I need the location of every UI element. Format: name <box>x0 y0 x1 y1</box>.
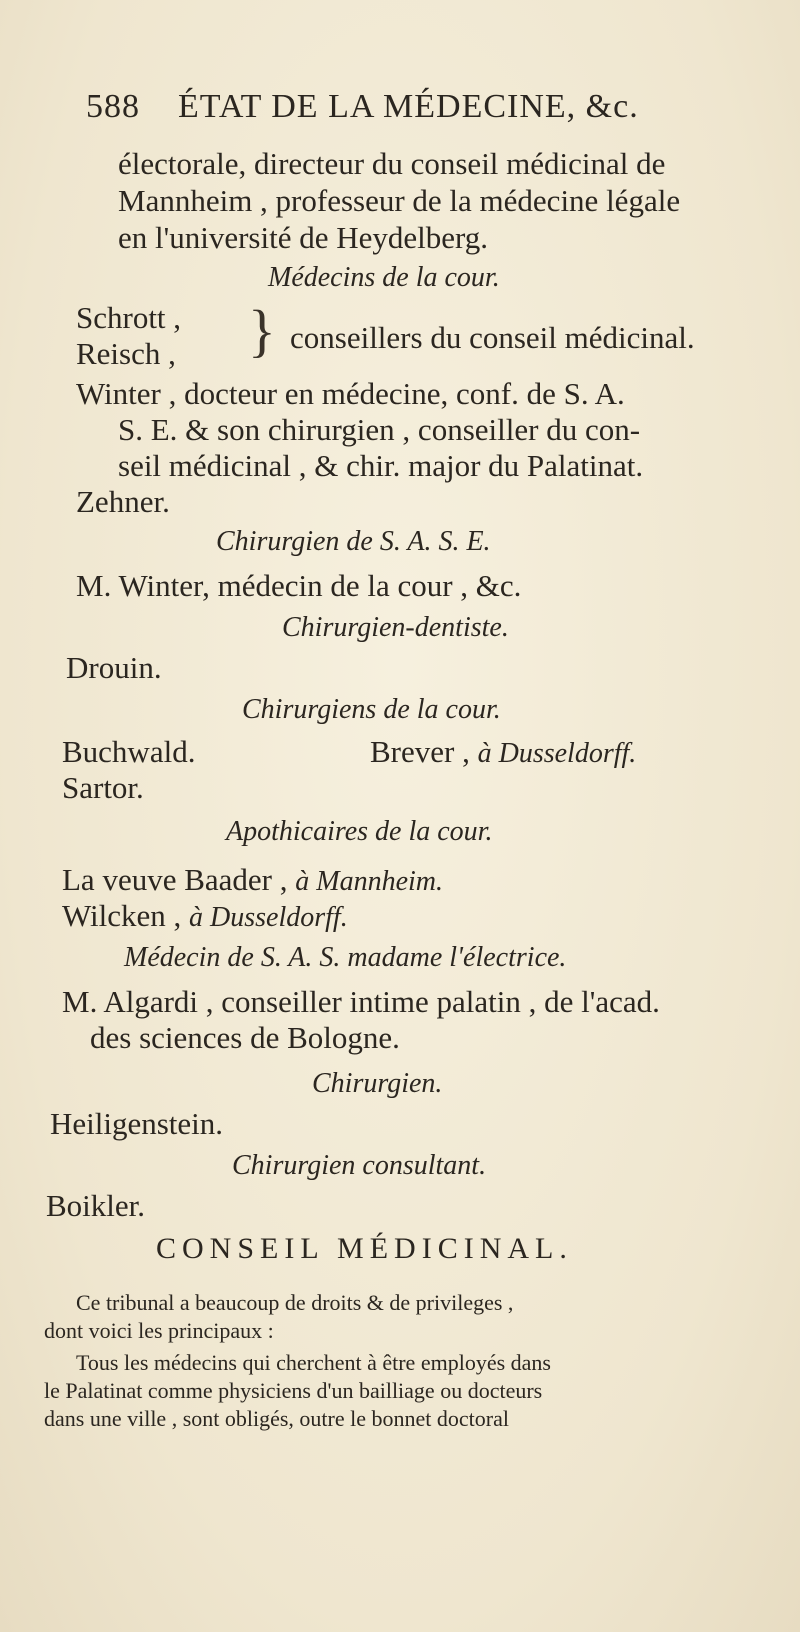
section-title: Chirurgiens de la cour. <box>242 694 501 725</box>
name-entry: Zehner. <box>76 484 170 519</box>
section-title: Médecins de la cour. <box>268 262 500 293</box>
name-entry: Heiligenstein. <box>50 1106 224 1141</box>
name-entry: Sartor. <box>62 770 144 805</box>
name-entry: des sciences de Bologne. <box>90 1020 400 1055</box>
name-entry: Winter , docteur en médecine, conf. de S. A. <box>76 376 625 411</box>
name-entry: M. Algardi , conseiller intime palatin , de l'acad. <box>62 984 660 1019</box>
paragraph-line: le Palatinat comme physiciens d'un bailliage ou docteurs <box>44 1378 543 1403</box>
name-entry: seil médicinal , & chir. major du Palatinat. <box>118 448 644 483</box>
intro-line: en l'université de Heydelberg. <box>118 220 489 255</box>
name-entry: Buchwald. <box>62 734 196 769</box>
paragraph-line: dans une ville , sont obligés, outre le bonnet doctoral <box>44 1406 509 1431</box>
section-title: Chirurgien de S. A. S. E. <box>216 526 491 557</box>
section-title: Apothicaires de la cour. <box>226 816 493 847</box>
place-part: à Dusseldorff. <box>189 902 348 933</box>
place-part: à Dusseldorff. <box>477 738 637 769</box>
name-part: Wilcken , <box>62 898 190 933</box>
section-title: Chirurgien consultant. <box>232 1150 487 1181</box>
section-title: Chirurgien. <box>312 1068 443 1099</box>
section-title: Chirurgien-dentiste. <box>282 612 509 643</box>
name-entry: Schrott , <box>76 300 182 335</box>
name-entry <box>62 862 443 900</box>
section-heading: CONSEIL MÉDICINAL. <box>156 1232 573 1265</box>
name-entry: S. E. & son chirurgien , conseiller du con- <box>118 412 641 447</box>
name-entry: M. Winter, médecin de la cour , &c. <box>76 568 522 603</box>
paragraph-line: Ce tribunal a beaucoup de droits & de privileges , <box>76 1290 514 1315</box>
place-part: à Mannheim. <box>295 866 444 897</box>
page-number: 588 <box>86 88 140 125</box>
name-entry <box>62 898 348 936</box>
name-entry: Boikler. <box>46 1188 146 1223</box>
running-title: ÉTAT DE LA MÉDECINE, &c. <box>178 88 639 125</box>
intro-line: électorale, directeur du conseil médicinal de <box>118 146 666 181</box>
brace-text: conseillers du conseil médicinal. <box>290 320 695 355</box>
section-title: Médecin de S. A. S. madame l'électrice. <box>124 942 567 973</box>
paragraph-line: dont voici les principaux : <box>44 1318 274 1343</box>
name-entry: Reisch , <box>76 336 176 371</box>
paragraph-line: Tous les médecins qui cherchent à être employés dans <box>76 1350 551 1375</box>
name-entry: Drouin. <box>66 650 162 685</box>
intro-line: Mannheim , professeur de la médecine légale <box>118 183 681 218</box>
name-part: Brever , <box>370 734 478 769</box>
name-part: La veuve Baader , <box>62 862 296 897</box>
curly-brace: } <box>248 298 276 363</box>
name-entry <box>370 734 636 772</box>
